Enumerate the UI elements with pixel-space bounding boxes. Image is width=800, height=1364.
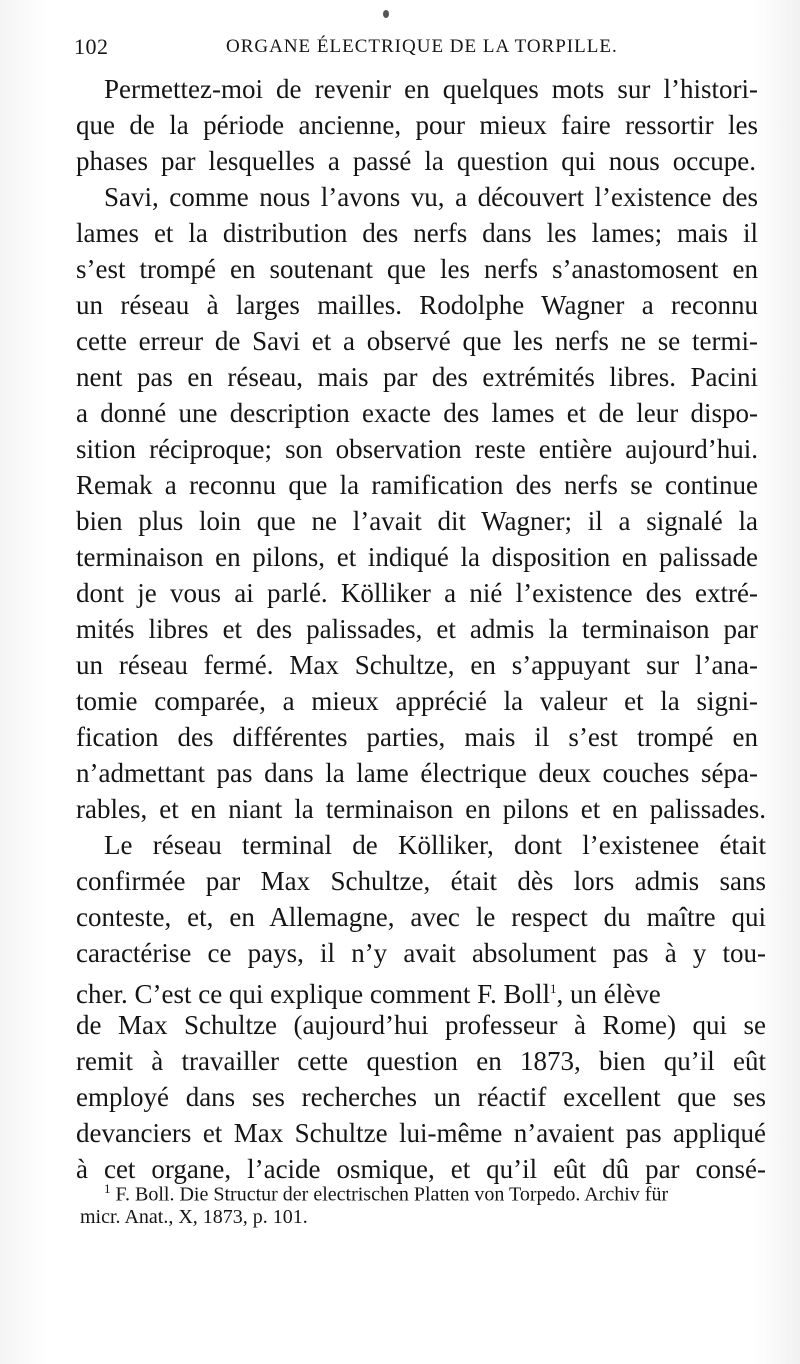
footnote-line: micr. Anat., X, 1873, p. 101. [80, 1206, 308, 1228]
text-line: conteste, et, en Allemagne, avec le respect du maître qui [76, 902, 766, 932]
text-line: de Max Schultze (aujourd’hui professeur à Rome) qui se [76, 1010, 766, 1040]
text-line: un réseau fermé. Max Schultze, en s’appuyant sur l’ana- [76, 650, 758, 680]
text-line: remit à travailler cette question en 1873, bien qu’il eût [76, 1046, 766, 1076]
text-line: n’admettant pas dans la lame électrique deux couches sépa- [76, 758, 758, 788]
footnote-text: F. Boll. Die Structur der electrischen Platten von Torpedo. Archiv für [115, 1183, 669, 1206]
text-segment: cher. C’est ce qui explique comment F. Boll [76, 979, 550, 1009]
text-line: fication des différentes parties, mais il s’est trompé en [76, 722, 758, 752]
text-line: sition réciproque; son observation reste entière aujourd’hui. [76, 434, 758, 464]
running-title: ORGANE ÉLECTRIQUE DE LA TORPILLE. [226, 36, 618, 57]
text-line: que de la période ancienne, pour mieux faire ressortir les [76, 110, 758, 140]
text-line [76, 972, 766, 1009]
text-line: bien plus loin que ne l’avait dit Wagner; il a signalé la [76, 506, 758, 536]
text-line: s’est trompé en soutenant que les nerfs s’anastomosent en [76, 254, 758, 284]
text-line: dont je vous ai parlé. Kölliker a nié l’existence des extré- [76, 578, 758, 608]
text-line: employé dans ses recherches un réactif excellent que ses [76, 1082, 766, 1112]
text-line: cette erreur de Savi et a observé que les nerfs ne se termi- [76, 326, 758, 356]
text-line: mités libres et des palissades, et admis la terminaison par [76, 614, 758, 644]
page-number: 102 [74, 34, 109, 59]
text-segment: , un élève [556, 979, 661, 1009]
text-line: Permettez-moi de revenir en quelques mots sur l’histori- [104, 74, 758, 104]
text-line: Savi, comme nous l’avons vu, a découvert l’existence des [104, 182, 758, 212]
ink-dot [383, 10, 389, 18]
text-line: a donné une description exacte des lames et de leur dispo- [76, 398, 758, 428]
text-line: Le réseau terminal de Kölliker, dont l’existenee était [104, 830, 766, 860]
text-line: terminaison en pilons, et indiqué la disposition en palissade [76, 542, 758, 572]
text-line: confirmée par Max Schultze, était dès lors admis sans [76, 866, 766, 896]
page-header [74, 34, 710, 64]
text-line: Remak a reconnu que la ramification des nerfs se continue [76, 470, 758, 500]
text-line: phases par lesquelles a passé la question qui nous occupe. [76, 146, 756, 176]
text-line: un réseau à larges mailles. Rodolphe Wagner a reconnu [76, 290, 758, 320]
text-line: à cet organe, l’acide osmique, et qu’il eût dû par consé- [76, 1154, 766, 1184]
footnote-reference: 1 [550, 981, 557, 996]
text-line: devanciers et Max Schultze lui-même n’avaient pas appliqué [76, 1118, 766, 1148]
text-line: caractérise ce pays, il n’y avait absolument pas à y tou- [76, 938, 766, 968]
text-line: tomie comparée, a mieux apprécié la valeur et la signi- [76, 686, 758, 716]
text-line: nent pas en réseau, mais par des extrémités libres. Pacini [76, 362, 758, 392]
footnote-marker: 1 [104, 1181, 111, 1196]
footnote-line [104, 1176, 768, 1206]
text-line: rables, et en niant la terminaison en pilons et en palissades. [76, 794, 766, 824]
text-line: lames et la distribution des nerfs dans les lames; mais il [76, 218, 758, 248]
